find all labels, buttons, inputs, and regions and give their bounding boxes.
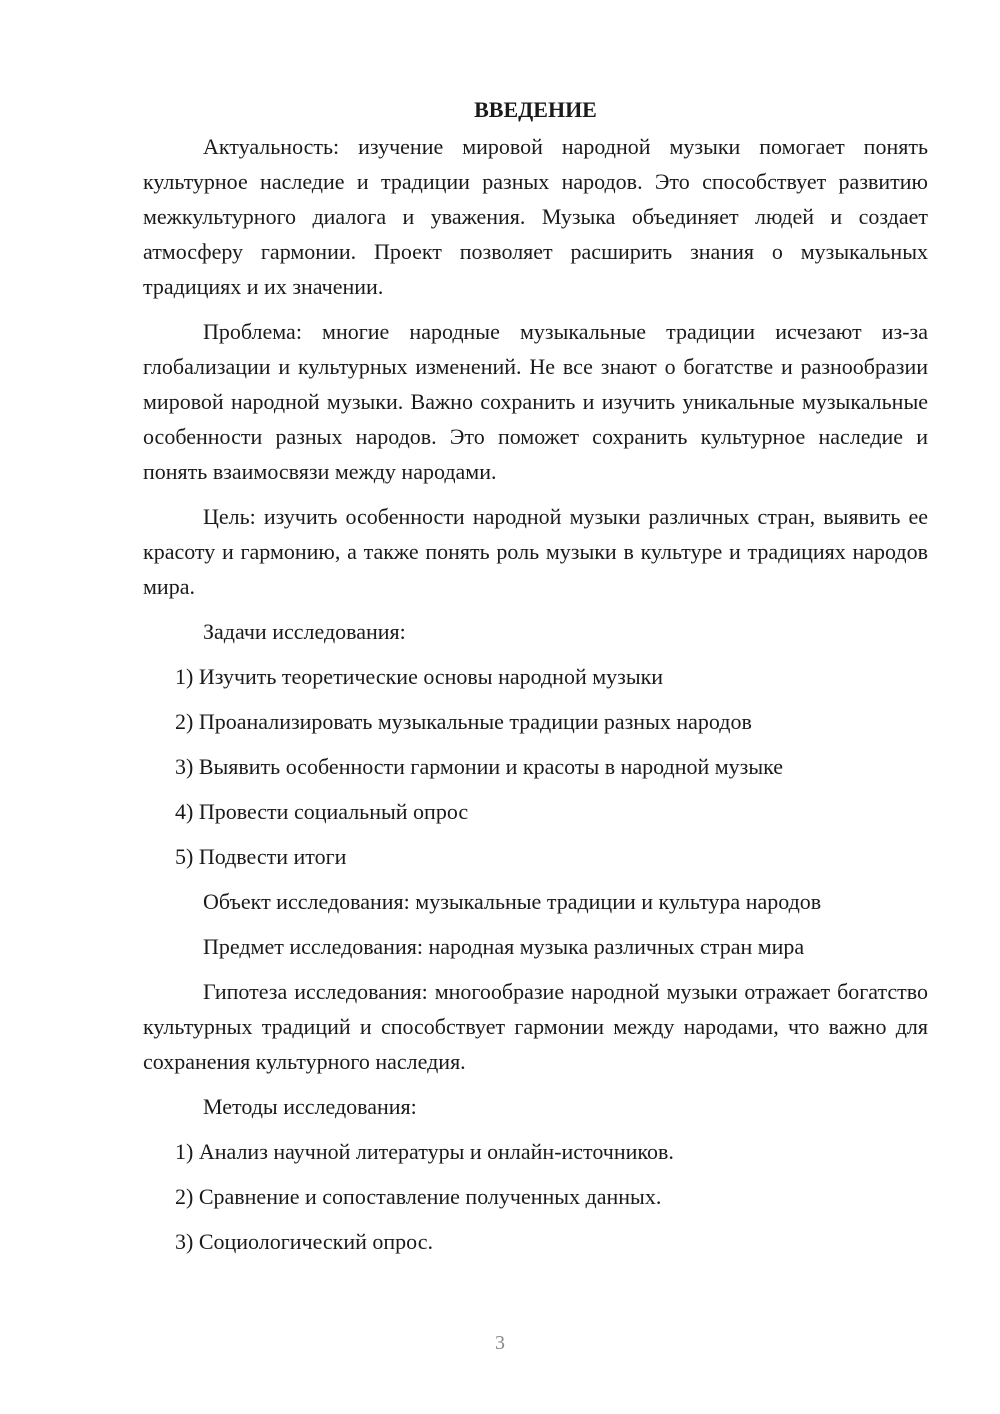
methods-list: [143, 1134, 928, 1259]
list-item: 5) Подвести итоги: [175, 844, 347, 869]
list-item: 3) Социологический опрос.: [175, 1229, 433, 1254]
list-item: 3) Выявить особенности гармонии и красоты в народной музыке: [175, 754, 784, 779]
list-item: 4) Провести социальный опрос: [175, 799, 469, 824]
relevance-paragraph: Актуальность: изучение мировой народной музыки помогает понять культурное наследие и традиции разных народов. Это способствует развитию межкультурного диалога и уважения. Музыка объединяет людей и создает атмосферу гармонии. Проект позволяет расширить знания о музыкальных традициях и их значении.: [143, 134, 928, 299]
page-number: 3: [495, 1332, 505, 1354]
subject-line: Предмет исследования: народная музыка различных стран мира: [203, 934, 805, 959]
list-item: 2) Проанализировать музыкальные традиции разных народов: [175, 709, 752, 734]
page-title: ВВЕДЕНИЕ: [474, 97, 597, 122]
list-item: 1) Изучить теоретические основы народной музыки: [175, 664, 664, 689]
list-item: 2) Сравнение и сопоставление полученных данных.: [175, 1184, 662, 1209]
hypothesis-paragraph: Гипотеза исследования: многообразие народной музыки отражает богатство культурных традиций и способствует гармонии между народами, что важно для сохранения культурного наследия.: [143, 979, 928, 1074]
goal-paragraph: Цель: изучить особенности народной музыки различных стран, выявить ее красоту и гармонию, а также понять роль музыки в культуре и традициях народов мира.: [143, 504, 928, 599]
tasks-heading: Задачи исследования:: [203, 619, 406, 644]
tasks-list: [143, 659, 928, 874]
object-line: Объект исследования: музыкальные традиции и культура народов: [203, 889, 822, 914]
problem-paragraph: Проблема: многие народные музыкальные традиции исчезают из-за глобализации и культурных изменений. Не все знают о богатстве и разнообразии мировой народной музыки. Важно сохранить и изучить уникальные музыкальные особенности разных народов. Это поможет сохранить культурное наследие и понять взаимосвязи между народами.: [143, 319, 928, 484]
methods-heading: Методы исследования:: [203, 1094, 417, 1119]
list-item: 1) Анализ научной литературы и онлайн-источников.: [175, 1139, 674, 1164]
document-page: [143, 92, 928, 1269]
